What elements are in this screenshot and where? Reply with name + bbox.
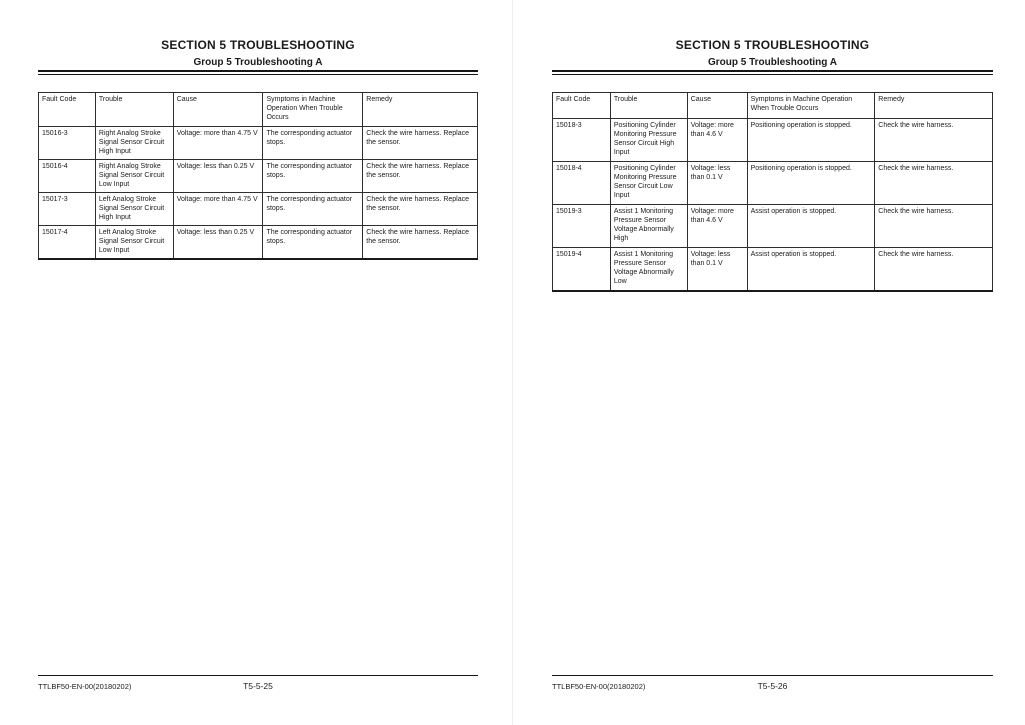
- cell-cause: Voltage: more than 4.75 V: [173, 193, 263, 226]
- footer-rule: [552, 675, 993, 676]
- section-title: SECTION 5 TROUBLESHOOTING: [161, 38, 355, 52]
- cell-symptoms: Assist operation is stopped.: [747, 248, 875, 291]
- column-header-cause: Cause: [687, 93, 747, 119]
- cell-fault-code: 15016-4: [39, 160, 96, 193]
- cell-remedy: Check the wire harness.: [875, 162, 993, 205]
- cell-cause: Voltage: more than 4.75 V: [173, 127, 263, 160]
- cell-trouble: Left Analog Stroke Signal Sensor Circuit High Input: [95, 193, 173, 226]
- group-title: Group 5 Troubleshooting A: [193, 57, 323, 68]
- page-left: [38, 0, 478, 725]
- table-row: [553, 162, 993, 205]
- column-header-fault-code: Fault Code: [553, 93, 611, 119]
- cell-cause: Voltage: less than 0.25 V: [173, 226, 263, 259]
- column-header-trouble: Trouble: [95, 93, 173, 127]
- table-row: [553, 205, 993, 248]
- header-rule: [552, 70, 993, 75]
- cell-remedy: Check the wire harness. Replace the sensor.: [363, 193, 478, 226]
- cell-fault-code: 15016-3: [39, 127, 96, 160]
- cell-fault-code: 15017-4: [39, 226, 96, 259]
- table-row: [39, 160, 478, 193]
- page-right: [552, 0, 993, 725]
- column-header-fault-code: Fault Code: [39, 93, 96, 127]
- cell-remedy: Check the wire harness. Replace the sensor.: [363, 127, 478, 160]
- cell-symptoms: The corresponding actuator stops.: [263, 127, 363, 160]
- cell-cause: Voltage: more than 4.6 V: [687, 119, 747, 162]
- cell-cause: Voltage: more than 4.6 V: [687, 205, 747, 248]
- section-title: SECTION 5 TROUBLESHOOTING: [675, 38, 870, 52]
- page-divider: [512, 0, 513, 725]
- table-row: [39, 127, 478, 160]
- table-row: [39, 226, 478, 259]
- troubleshooting-table: [38, 92, 478, 260]
- footer-rule: [38, 675, 478, 676]
- cell-fault-code: 15018-4: [553, 162, 611, 205]
- table-header-row: [39, 93, 478, 127]
- column-header-cause: Cause: [173, 93, 263, 127]
- cell-trouble: Left Analog Stroke Signal Sensor Circuit Low Input: [95, 226, 173, 259]
- cell-remedy: Check the wire harness.: [875, 205, 993, 248]
- cell-trouble: Right Analog Stroke Signal Sensor Circuit Low Input: [95, 160, 173, 193]
- cell-remedy: Check the wire harness.: [875, 248, 993, 291]
- page-number: T5-5-25: [243, 681, 273, 691]
- table-row: [553, 248, 993, 291]
- cell-symptoms: The corresponding actuator stops.: [263, 226, 363, 259]
- cell-symptoms: The corresponding actuator stops.: [263, 193, 363, 226]
- cell-fault-code: 15019-4: [553, 248, 611, 291]
- group-title: Group 5 Troubleshooting A: [707, 57, 838, 68]
- cell-trouble: Positioning Cylinder Monitoring Pressure Sensor Circuit Low Input: [610, 162, 687, 205]
- header-rule: [38, 70, 478, 75]
- cell-trouble: Positioning Cylinder Monitoring Pressure Sensor Circuit High Input: [610, 119, 687, 162]
- column-header-remedy: Remedy: [363, 93, 478, 127]
- cell-trouble: Assist 1 Monitoring Pressure Sensor Voltage Abnormally Low: [610, 248, 687, 291]
- cell-cause: Voltage: less than 0.1 V: [687, 162, 747, 205]
- table-row: [553, 119, 993, 162]
- document-code: TTLBF50-EN-00(20180202): [38, 682, 132, 691]
- page-number: T5-5-26: [757, 681, 788, 691]
- table-header-row: [553, 93, 993, 119]
- cell-symptoms: The corresponding actuator stops.: [263, 160, 363, 193]
- cell-fault-code: 15019-3: [553, 205, 611, 248]
- cell-trouble: Right Analog Stroke Signal Sensor Circuit High Input: [95, 127, 173, 160]
- cell-fault-code: 15017-3: [39, 193, 96, 226]
- column-header-symptoms: Symptoms in Machine Operation When Trouble Occurs: [747, 93, 875, 119]
- document-code: TTLBF50-EN-00(20180202): [552, 682, 646, 691]
- troubleshooting-table: [552, 92, 993, 292]
- column-header-remedy: Remedy: [875, 93, 993, 119]
- cell-cause: Voltage: less than 0.1 V: [687, 248, 747, 291]
- cell-trouble: Assist 1 Monitoring Pressure Sensor Voltage Abnormally High: [610, 205, 687, 248]
- column-header-symptoms: Symptoms in Machine Operation When Trouble Occurs: [263, 93, 363, 127]
- cell-cause: Voltage: less than 0.25 V: [173, 160, 263, 193]
- cell-remedy: Check the wire harness. Replace the sensor.: [363, 226, 478, 259]
- column-header-trouble: Trouble: [610, 93, 687, 119]
- cell-remedy: Check the wire harness. Replace the sensor.: [363, 160, 478, 193]
- cell-remedy: Check the wire harness.: [875, 119, 993, 162]
- cell-symptoms: Assist operation is stopped.: [747, 205, 875, 248]
- cell-symptoms: Positioning operation is stopped.: [747, 162, 875, 205]
- cell-symptoms: Positioning operation is stopped.: [747, 119, 875, 162]
- table-row: [39, 193, 478, 226]
- cell-fault-code: 15018-3: [553, 119, 611, 162]
